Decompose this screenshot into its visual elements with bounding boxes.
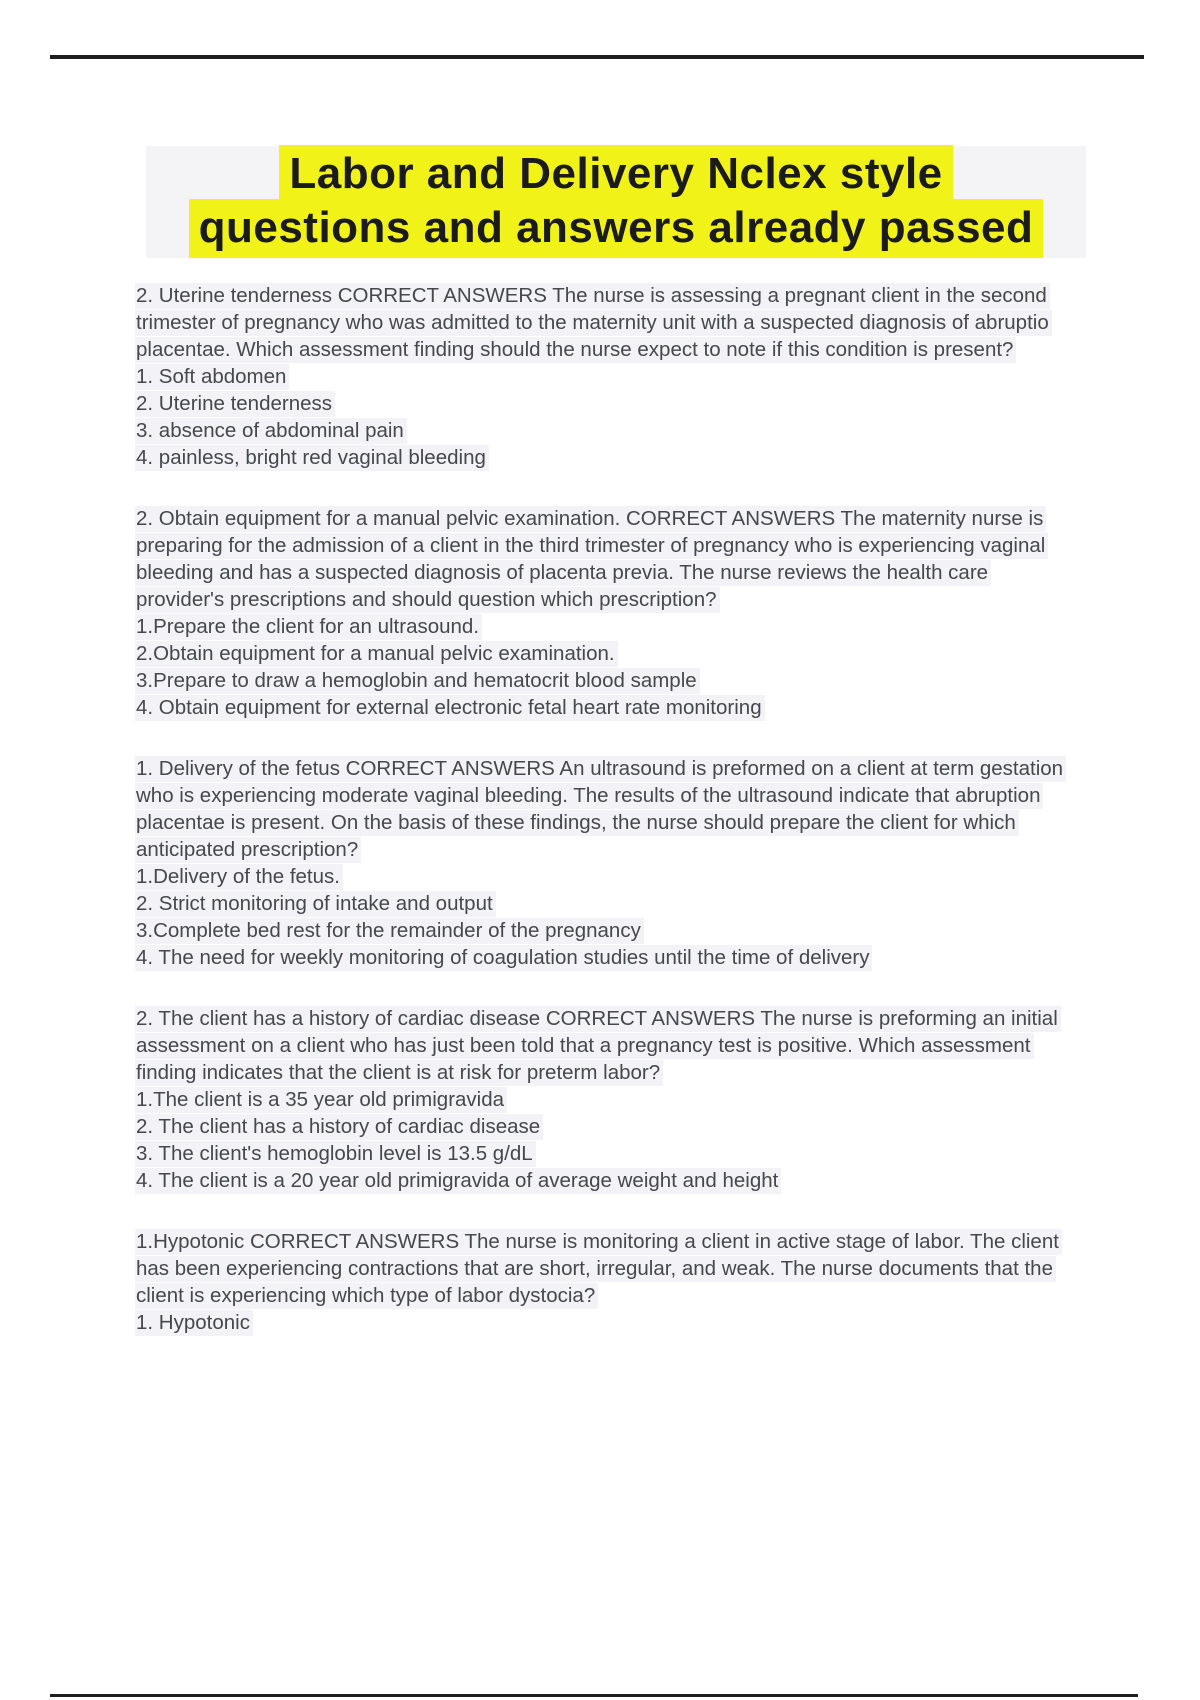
title-highlight: questions and answers already passed bbox=[189, 199, 1044, 258]
question-text-content: 1. Delivery of the fetus CORRECT ANSWERS An ultrasound is preformed on a client at term gestation who is experiencing moderate vaginal bleeding. The results of the ultrasound indicate that abruption placentae is present. On the basis of these findings, the nurse should prepare the client for which anticipated prescription? bbox=[135, 756, 1066, 863]
option-text: 1.The client is a 35 year old primigravida bbox=[135, 1087, 507, 1113]
option-text: 2.Obtain equipment for a manual pelvic examination. bbox=[135, 641, 618, 667]
title-highlight: Labor and Delivery Nclex style bbox=[279, 145, 952, 204]
question-text bbox=[135, 505, 1080, 613]
answer-option bbox=[135, 944, 1080, 971]
question-text-content: 2. Uterine tenderness CORRECT ANSWERS The nurse is assessing a pregnant client in the second trimester of pregnancy who was admitted to the maternity unit with a suspected diagnosis of abruptio placentae. Which assessment finding should the nurse expect to note if this condition is present? bbox=[135, 283, 1052, 363]
answer-option bbox=[135, 667, 1080, 694]
answer-option bbox=[135, 1309, 1080, 1336]
answer-option bbox=[135, 363, 1080, 390]
question-block-4 bbox=[135, 1005, 1080, 1194]
question-text bbox=[135, 755, 1080, 863]
answer-option bbox=[135, 1113, 1080, 1140]
answer-option bbox=[135, 613, 1080, 640]
title-line-1 bbox=[146, 147, 1086, 201]
option-text: 4. The client is a 20 year old primigravida of average weight and height bbox=[135, 1168, 781, 1194]
answer-option bbox=[135, 917, 1080, 944]
option-text: 4. The need for weekly monitoring of coagulation studies until the time of delivery bbox=[135, 945, 872, 971]
answer-option bbox=[135, 444, 1080, 471]
option-text: 1. Hypotonic bbox=[135, 1310, 253, 1336]
question-text-content: 2. Obtain equipment for a manual pelvic examination. CORRECT ANSWERS The maternity nurse is preparing for the admission of a client in the third trimester of pregnancy who is experiencing vaginal bleeding and has a suspected diagnosis of placenta previa. The nurse reviews the health care provider's prescriptions and should question which prescription? bbox=[135, 506, 1048, 613]
answer-option bbox=[135, 390, 1080, 417]
answer-option bbox=[135, 863, 1080, 890]
option-text: 3. The client's hemoglobin level is 13.5 g/dL bbox=[135, 1141, 536, 1167]
option-text: 2. Uterine tenderness bbox=[135, 391, 335, 417]
top-rule bbox=[50, 55, 1144, 59]
question-block-1 bbox=[135, 282, 1080, 471]
bottom-rule bbox=[50, 1694, 1138, 1697]
answer-option bbox=[135, 417, 1080, 444]
document-title-block bbox=[146, 146, 1086, 258]
question-block-2 bbox=[135, 505, 1080, 721]
answer-option bbox=[135, 1167, 1080, 1194]
option-text: 3.Prepare to draw a hemoglobin and hematocrit blood sample bbox=[135, 668, 700, 694]
question-text bbox=[135, 1228, 1080, 1309]
answer-option bbox=[135, 1086, 1080, 1113]
answer-option bbox=[135, 694, 1080, 721]
document-body bbox=[135, 282, 1080, 1370]
option-text: 1.Prepare the client for an ultrasound. bbox=[135, 614, 482, 640]
answer-option bbox=[135, 1140, 1080, 1167]
question-text-content: 1.Hypotonic CORRECT ANSWERS The nurse is monitoring a client in active stage of labor. The client has been experiencing contractions that are short, irregular, and weak. The nurse documents that the client is experiencing which type of labor dystocia? bbox=[135, 1229, 1062, 1309]
option-text: 3.Complete bed rest for the remainder of the pregnancy bbox=[135, 918, 644, 944]
option-text: 2. The client has a history of cardiac disease bbox=[135, 1114, 543, 1140]
question-text bbox=[135, 282, 1080, 363]
option-text: 1. Soft abdomen bbox=[135, 364, 289, 390]
answer-option bbox=[135, 640, 1080, 667]
option-text: 4. painless, bright red vaginal bleeding bbox=[135, 445, 489, 471]
option-text: 2. Strict monitoring of intake and output bbox=[135, 891, 496, 917]
question-block-3 bbox=[135, 755, 1080, 971]
option-text: 4. Obtain equipment for external electronic fetal heart rate monitoring bbox=[135, 695, 765, 721]
question-text-content: 2. The client has a history of cardiac disease CORRECT ANSWERS The nurse is preforming an initial assessment on a client who has just been told that a pregnancy test is positive. Which assessment finding indicates that the client is at risk for preterm labor? bbox=[135, 1006, 1061, 1086]
answer-option bbox=[135, 890, 1080, 917]
title-line-2 bbox=[146, 201, 1086, 255]
option-text: 3. absence of abdominal pain bbox=[135, 418, 407, 444]
question-text bbox=[135, 1005, 1080, 1086]
question-block-5 bbox=[135, 1228, 1080, 1336]
option-text: 1.Delivery of the fetus. bbox=[135, 864, 343, 890]
